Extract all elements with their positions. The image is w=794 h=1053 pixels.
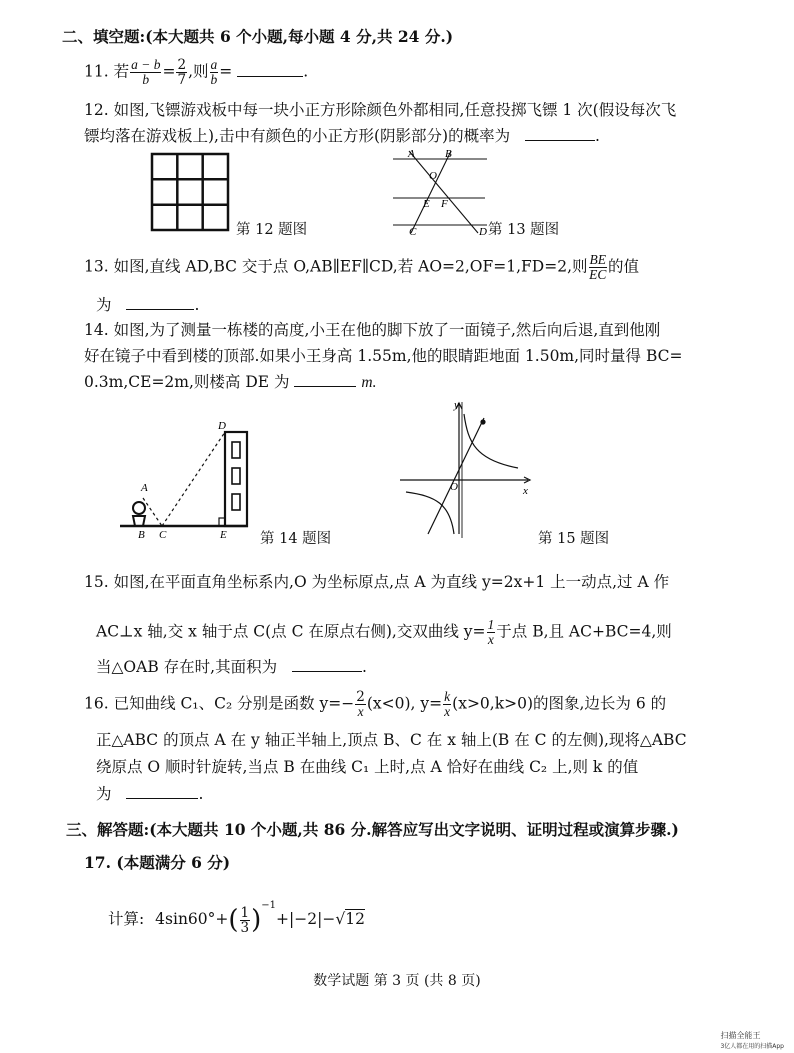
q13-label-c: C	[409, 226, 417, 237]
building-window	[232, 468, 240, 484]
q11-number: 11.	[84, 62, 109, 81]
question-11: 11. 若 $\frac{a - b}{b}$ = $\frac{2}{7}$ ,则 $\frac{a}{b}$ = .	[84, 57, 309, 88]
q15-number: 15.	[84, 573, 109, 591]
line-bc	[411, 151, 451, 233]
q14-number: 14.	[84, 321, 109, 339]
q13-label-d: D	[479, 226, 487, 237]
q17-title: (本题满分 6 分)	[116, 853, 231, 872]
section-2-title: 二、填空题:(本大题共 6 个小题,每小题 4 分,共 24 分.)	[62, 27, 454, 46]
q17-expr-a: 4sin60°+	[155, 910, 229, 929]
q14-text-1: 如图,为了测量一栋楼的高度,小王在他的脚下放了一面镜子,然后向后退,直到他刚	[113, 321, 661, 339]
sight-line-eye	[143, 498, 162, 526]
watermark-line2: 3亿人都在用的扫描App	[720, 1043, 784, 1050]
q11-frac-a-b: $\frac{a}{b}$	[210, 57, 218, 87]
question-13-line1	[84, 253, 639, 282]
sight-line-top	[162, 432, 225, 526]
hyperbola-branch-right	[464, 414, 518, 468]
watermark-line1: 扫描全能王	[720, 1031, 761, 1040]
q16-text-4: 为	[96, 785, 112, 803]
q15-answer-blank[interactable]	[292, 659, 362, 672]
q13-label-f: F	[441, 198, 448, 210]
q16-text-2: 正△ABC 的顶点 A 在 y 轴正半轴上,顶点 B、C 在 x 轴上(B 在 C 的左侧),现将△ABC	[96, 731, 687, 749]
q16-text-1b: (x<0), y=	[366, 694, 443, 713]
q16-text-3: 绕原点 O 顺时针旋转,当点 B 在曲线 C₁ 上时,点 A 恰好在曲线 C₂ 上,则 k 的值	[96, 758, 639, 776]
q14-text-2: 好在镜子中看到楼的顶部.如果小王身高 1.55m,他的眼睛距地面 1.50m,同时量得 BC=	[84, 347, 683, 365]
q15-frac-1-x: $\frac{1}{x}$	[487, 617, 495, 647]
q13-text-2: 为	[96, 296, 112, 314]
q16-frac-2-x: $\frac{2}{x}$	[356, 689, 365, 719]
q11-answer-blank[interactable]	[237, 64, 303, 77]
q13-figure	[385, 145, 490, 237]
q15-caption: 第 15 题图	[538, 531, 610, 547]
q17-number: 17.	[84, 853, 111, 872]
q14-label-c: C	[159, 529, 167, 541]
question-16-line3	[96, 757, 638, 777]
scanner-watermark	[720, 1030, 784, 1050]
q14-label-d: D	[218, 420, 226, 432]
question-17-header	[84, 853, 230, 873]
q15-text-1: 如图,在平面直角坐标系内,O 为坐标原点,点 A 为直线 y=2x+1 上一动点,过 A 作	[113, 573, 670, 591]
question-13-line2: 为 .	[96, 296, 200, 314]
q13-caption: 第 13 题图	[488, 222, 560, 238]
q11-frac-27: $\frac{2}{7}$	[177, 57, 187, 88]
question-16-line2	[96, 730, 687, 750]
q13-frac-be-ec: $\frac{BE}{EC}$	[589, 252, 607, 282]
line-y-2x-1	[428, 418, 484, 534]
q12-text-1: 如图,飞镖游戏板中每一块小正方形除颜色外都相同,任意投掷飞镖 1 次(假设每次飞	[113, 101, 677, 119]
q12-grid-figure	[150, 152, 232, 234]
building	[225, 432, 247, 526]
q13-number: 13.	[84, 257, 109, 276]
q13-text-end: 的值	[608, 257, 640, 276]
q12-number: 12.	[84, 101, 109, 119]
q11-eq2: =	[219, 62, 233, 81]
question-12-line2: 镖均落在游戏板上),击中有颜色的小正方形(阴影部分)的概率为 .	[84, 127, 600, 145]
q16-text-1c: (x>0,k>0)的图象,边长为 6 的	[452, 694, 667, 713]
q17-paren-close: )	[251, 905, 262, 936]
q11-mid: ,则	[188, 62, 209, 81]
q12-answer-blank[interactable]	[525, 128, 595, 141]
q17-exponent: −1	[261, 900, 277, 911]
q16-number: 16.	[84, 694, 109, 713]
q14-answer-blank[interactable]	[294, 374, 356, 387]
q13-text-1: 如图,直线 AD,BC 交于点 O,AB∥EF∥CD,若 AO=2,OF=1,FD=2,则	[113, 257, 588, 276]
q14-text-3: 0.3m,CE=2m,则楼高 DE 为	[84, 373, 290, 391]
question-14-line1	[84, 320, 660, 340]
question-16-line4: 为 .	[96, 785, 204, 803]
q12-caption: 第 12 题图	[236, 222, 308, 238]
section-3-title: 三、解答题:(本大题共 10 个小题,共 86 分.解答应写出文字说明、证明过程或演算步骤.)	[66, 820, 679, 839]
q16-frac-k-x: $\frac{k}{x}$	[444, 689, 451, 719]
q15-text-3: 当△OAB 存在时,其面积为	[96, 658, 278, 676]
q15-label-o: O	[450, 481, 458, 493]
q17-frac-1-3: $\frac{1}{3}$	[240, 904, 250, 936]
q17-expr-b: +|−2|−	[276, 910, 336, 929]
question-15-line2	[96, 618, 672, 647]
q15-text-2: AC⊥x 轴,交 x 轴于点 C(点 C 在原点右侧),交双曲线 y=	[96, 622, 486, 641]
q16-answer-blank[interactable]	[126, 786, 198, 799]
q15-text-2b: 于点 B,且 AC+BC=4,则	[496, 622, 672, 641]
q12-text-2: 镖均落在游戏板上),击中有颜色的小正方形(阴影部分)的概率为	[84, 127, 511, 145]
q13-label-o: O	[429, 170, 437, 182]
q13-label-b: B	[445, 148, 452, 160]
building-window	[232, 494, 240, 510]
q15-label-y: y	[454, 399, 459, 411]
q14-unit: m.	[361, 374, 377, 391]
question-14-line3	[84, 372, 376, 393]
person-body	[133, 516, 145, 526]
q14-figure	[108, 412, 258, 544]
question-15-line3: 当△OAB 存在时,其面积为 .	[96, 658, 367, 676]
question-12-line1	[84, 100, 676, 120]
q17-expression	[108, 900, 365, 936]
hyperbola-branch-left	[406, 492, 454, 534]
line-ad	[409, 151, 478, 233]
person-head	[133, 502, 145, 514]
question-14-line2	[84, 346, 683, 366]
grid-border	[152, 154, 228, 230]
q13-answer-blank[interactable]	[126, 297, 194, 310]
q17-sqrt-sign: √	[335, 910, 346, 929]
q17-paren-open: (	[228, 905, 239, 936]
q13-label-e: E	[423, 198, 430, 210]
q14-label-e: E	[220, 529, 227, 541]
q11-frac-ab: $\frac{a - b}{b}$	[131, 57, 161, 87]
page-footer: 数学试题 第 3 页 (共 8 页)	[313, 973, 481, 989]
q14-label-b: B	[138, 529, 145, 541]
point-a	[481, 420, 485, 424]
building-window	[232, 442, 240, 458]
q17-sqrt-arg: 12	[345, 910, 365, 929]
q15-figure	[396, 398, 536, 538]
q14-caption: 第 14 题图	[260, 531, 332, 547]
q16-text-1: 已知曲线 C₁、C₂ 分别是函数 y=−	[113, 694, 355, 713]
q14-label-a: A	[141, 482, 148, 494]
q11-eq: =	[162, 62, 176, 81]
question-16-line1	[84, 690, 666, 719]
q13-label-a: A	[408, 148, 415, 160]
q11-pre: 若	[113, 62, 130, 81]
q15-label-x: x	[523, 485, 528, 497]
question-15-line1	[84, 572, 669, 592]
q17-calc-label: 计算:	[108, 910, 145, 929]
